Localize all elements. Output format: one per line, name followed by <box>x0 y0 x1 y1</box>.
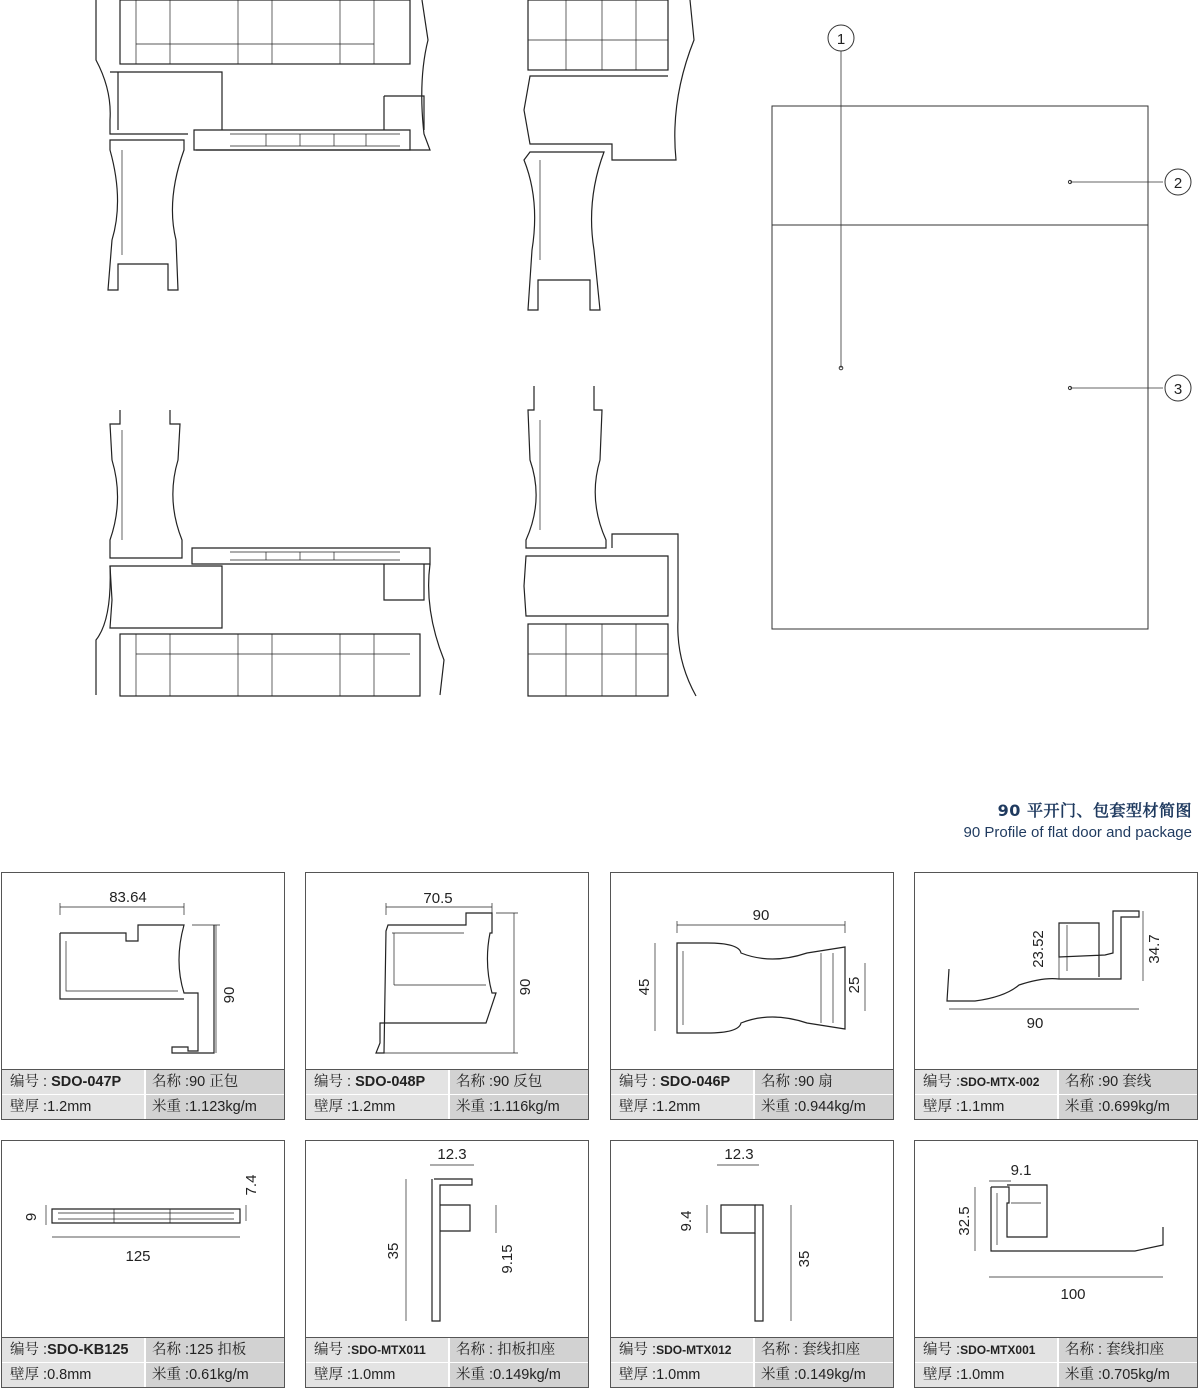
profile-drawing <box>306 1141 588 1337</box>
dim-total-height: 34.7 <box>1146 934 1163 964</box>
weight-per-meter: 0.944kg/m <box>798 1099 866 1115</box>
dim-width: 90 <box>1026 1015 1044 1032</box>
dim-width: 70.5 <box>423 890 453 907</box>
weight-per-meter: 0.149kg/m <box>798 1367 866 1383</box>
profile-drawing <box>306 873 588 1069</box>
callout-3: 3 <box>1173 381 1183 398</box>
spec-table: 编号 :SDO-KB125 名称 :125 扣板 壁厚 :0.8mm 米重 :0.61kg/m <box>2 1337 284 1387</box>
profile-card-sdo-048p <box>305 872 589 1120</box>
profile-code: SDO-047P <box>51 1074 122 1090</box>
dim-top-width: 12.3 <box>437 1146 467 1163</box>
dim-height: 35 <box>385 1242 402 1260</box>
dim-height: 45 <box>636 978 653 996</box>
callout-2: 2 <box>1173 175 1183 192</box>
profile-drawing <box>611 1141 893 1337</box>
wall-thickness: 1.2mm <box>351 1099 396 1115</box>
profile-card-sdo-047p <box>1 872 285 1120</box>
profile-code: SDO-MTX012 <box>656 1343 732 1357</box>
dim-clip: 9.15 <box>499 1244 516 1274</box>
dim-top-width: 9.1 <box>1010 1162 1032 1179</box>
dim-width: 83.64 <box>109 889 147 906</box>
profile-drawing <box>2 1141 284 1337</box>
dim-height: 90 <box>221 986 238 1004</box>
dim-width: 100 <box>1060 1286 1086 1303</box>
profile-name: 扣板扣座 <box>497 1342 556 1358</box>
dim-height: 9 <box>23 1212 40 1222</box>
profile-card-sdo-mtx-002 <box>914 872 1198 1120</box>
profile-code: SDO-MTX-002 <box>960 1075 1040 1089</box>
profile-card-sdo-046p <box>610 872 894 1120</box>
profile-name: 套线扣座 <box>1106 1342 1165 1358</box>
profile-card-sdo-kb125 <box>1 1140 285 1388</box>
dim-top-width: 12.3 <box>724 1146 754 1163</box>
profile-name: 90 正包 <box>189 1074 239 1090</box>
dim-edge: 7.4 <box>243 1174 260 1196</box>
spec-table: 编号 : SDO-047P 名称 :90 正包 壁厚 :1.2mm 米重 :1.123kg/m <box>2 1069 284 1119</box>
profile-code: SDO-KB125 <box>47 1342 129 1358</box>
dim-slot: 25 <box>846 976 863 994</box>
dim-width: 125 <box>125 1248 151 1265</box>
spec-table: 编号 : SDO-046P 名称 :90 扇 壁厚 :1.2mm 米重 :0.944kg/m <box>611 1069 893 1119</box>
profile-name: 90 套线 <box>1102 1074 1152 1090</box>
profile-card-sdo-mtx012 <box>610 1140 894 1388</box>
heading-english: 90 Profile of flat door and package <box>963 824 1192 841</box>
spec-table: 编号 :SDO-MTX001 名称 : 套线扣座 壁厚 :1.0mm 米重 :0.705kg/m <box>915 1337 1197 1387</box>
weight-per-meter: 0.149kg/m <box>493 1367 561 1383</box>
profile-name: 125 扣板 <box>189 1342 247 1358</box>
assembly-bottom-left <box>96 410 444 696</box>
assembly-bottom-middle <box>524 386 696 696</box>
profile-code: SDO-046P <box>660 1074 731 1090</box>
spec-table: 编号 :SDO-MTX-002 名称 :90 套线 壁厚 :1.1mm 米重 :0.699kg/m <box>915 1069 1197 1119</box>
wall-thickness: 1.0mm <box>351 1367 396 1383</box>
profile-name: 90 扇 <box>798 1074 833 1090</box>
spec-table: 编号 : SDO-048P 名称 :90 反包 壁厚 :1.2mm 米重 :1.116kg/m <box>306 1069 588 1119</box>
dim-height: 90 <box>517 978 534 996</box>
spec-table: 编号 :SDO-MTX011 名称 : 扣板扣座 壁厚 :1.0mm 米重 :0.149kg/m <box>306 1337 588 1387</box>
assembly-top-middle <box>524 0 694 310</box>
profile-drawing <box>2 873 284 1069</box>
wall-thickness: 1.0mm <box>656 1367 701 1383</box>
weight-per-meter: 0.705kg/m <box>1102 1367 1170 1383</box>
dim-height: 32.5 <box>956 1206 973 1236</box>
weight-per-meter: 0.61kg/m <box>189 1367 249 1383</box>
catalog-heading <box>964 798 1193 841</box>
wall-thickness: 1.2mm <box>47 1099 92 1115</box>
dim-inner-height: 23.52 <box>1030 930 1047 968</box>
wall-thickness: 1.1mm <box>960 1099 1005 1115</box>
assembly-top-left <box>96 0 430 290</box>
profile-card-sdo-mtx001 <box>914 1140 1198 1388</box>
dim-height: 35 <box>796 1250 813 1268</box>
section-panel <box>772 25 1191 629</box>
weight-per-meter: 1.116kg/m <box>493 1099 560 1115</box>
profile-drawing <box>611 873 893 1069</box>
dim-width: 90 <box>752 907 770 924</box>
dim-clip: 9.4 <box>678 1210 695 1232</box>
profile-card-sdo-mtx011 <box>305 1140 589 1388</box>
heading-chinese: 90 平开门、包套型材简图 <box>997 801 1192 820</box>
weight-per-meter: 0.699kg/m <box>1102 1099 1170 1115</box>
wall-thickness: 1.2mm <box>656 1099 701 1115</box>
callout-1: 1 <box>836 31 846 48</box>
spec-table: 编号 :SDO-MTX012 名称 : 套线扣座 壁厚 :1.0mm 米重 :0.149kg/m <box>611 1337 893 1387</box>
profile-code: SDO-048P <box>355 1074 426 1090</box>
profile-drawing <box>915 1141 1197 1337</box>
profile-code: SDO-MTX001 <box>960 1343 1036 1357</box>
profile-code: SDO-MTX011 <box>351 1343 426 1357</box>
weight-per-meter: 1.123kg/m <box>189 1099 257 1115</box>
wall-thickness: 1.0mm <box>960 1367 1005 1383</box>
profile-name: 套线扣座 <box>802 1342 861 1358</box>
profile-name: 90 反包 <box>493 1074 543 1090</box>
wall-thickness: 0.8mm <box>47 1367 92 1383</box>
profile-drawing <box>915 873 1197 1069</box>
